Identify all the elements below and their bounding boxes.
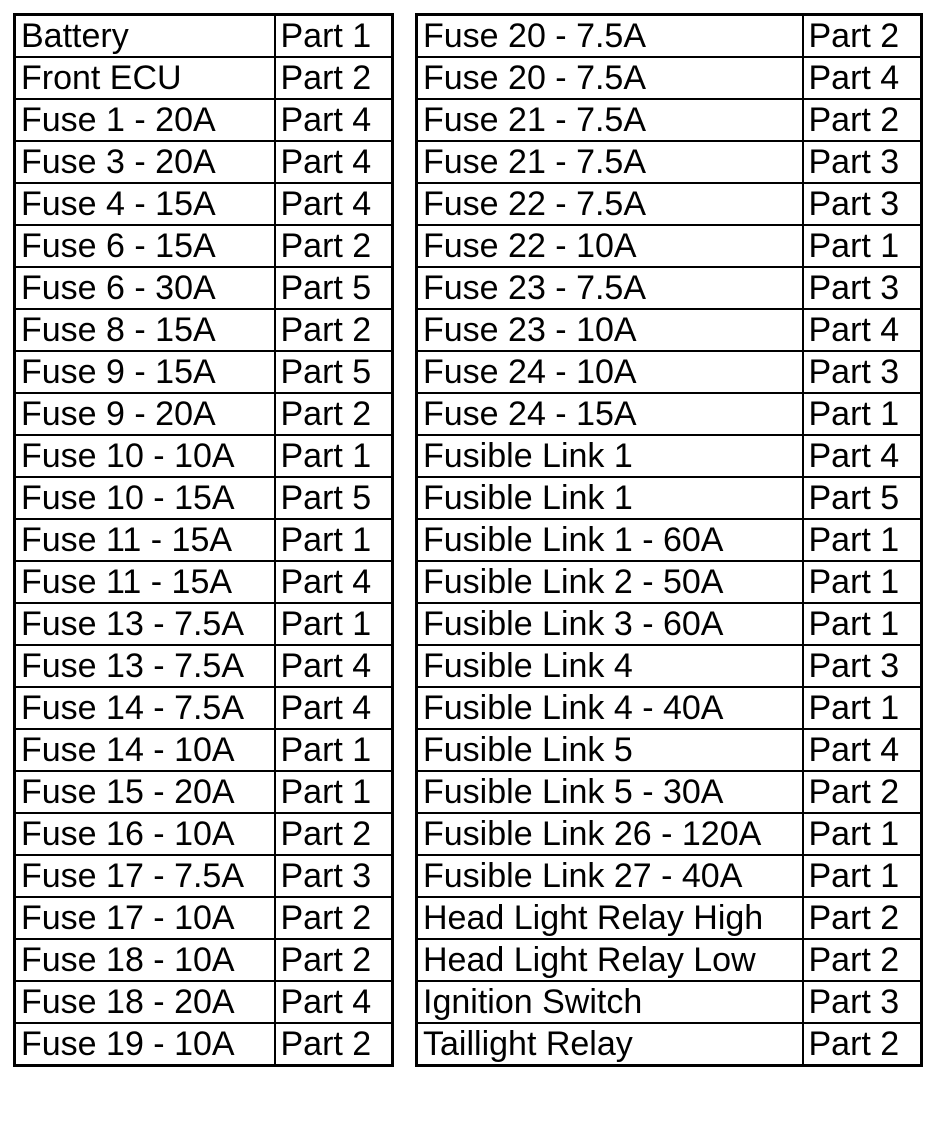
part-cell: Part 2 [275, 225, 393, 267]
table-row [15, 99, 393, 141]
component-cell: Fuse 21 - 7.5A [417, 99, 803, 141]
part-cell: Part 1 [803, 561, 922, 603]
part-cell: Part 4 [803, 729, 922, 771]
part-cell: Part 4 [275, 687, 393, 729]
component-cell: Fuse 16 - 10A [15, 813, 275, 855]
component-cell: Fuse 9 - 20A [15, 393, 275, 435]
table-row [15, 981, 393, 1023]
table-row [417, 267, 922, 309]
component-cell: Fuse 6 - 30A [15, 267, 275, 309]
part-cell: Part 2 [803, 939, 922, 981]
component-cell: Fuse 13 - 7.5A [15, 603, 275, 645]
component-cell: Fuse 18 - 20A [15, 981, 275, 1023]
part-cell: Part 2 [275, 897, 393, 939]
part-cell: Part 4 [275, 645, 393, 687]
component-cell: Battery [15, 15, 275, 58]
part-cell: Part 1 [803, 813, 922, 855]
component-cell: Fusible Link 4 - 40A [417, 687, 803, 729]
part-cell: Part 4 [275, 99, 393, 141]
part-cell: Part 2 [275, 57, 393, 99]
component-cell: Fuse 3 - 20A [15, 141, 275, 183]
component-cell: Fuse 22 - 10A [417, 225, 803, 267]
component-cell: Fusible Link 2 - 50A [417, 561, 803, 603]
part-cell: Part 2 [275, 939, 393, 981]
table-row [15, 603, 393, 645]
table-row [417, 15, 922, 58]
table-row [417, 477, 922, 519]
component-cell: Fusible Link 26 - 120A [417, 813, 803, 855]
table-row [15, 267, 393, 309]
right-table-body [417, 15, 922, 1066]
table-row [417, 435, 922, 477]
component-cell: Fuse 11 - 15A [15, 561, 275, 603]
part-cell: Part 3 [803, 645, 922, 687]
part-cell: Part 5 [275, 267, 393, 309]
component-cell: Fuse 23 - 10A [417, 309, 803, 351]
component-cell: Fuse 24 - 15A [417, 393, 803, 435]
table-row [417, 729, 922, 771]
table-row [15, 183, 393, 225]
table-row [417, 561, 922, 603]
component-cell: Fuse 10 - 10A [15, 435, 275, 477]
part-cell: Part 1 [275, 435, 393, 477]
table-row [15, 519, 393, 561]
part-cell: Part 1 [803, 225, 922, 267]
table-row [417, 771, 922, 813]
table-row [15, 1023, 393, 1066]
component-cell: Head Light Relay High [417, 897, 803, 939]
part-cell: Part 2 [803, 897, 922, 939]
table-row [15, 351, 393, 393]
table-row [15, 477, 393, 519]
table-row [15, 687, 393, 729]
table-row [15, 15, 393, 58]
table-row [417, 1023, 922, 1066]
component-cell: Fuse 8 - 15A [15, 309, 275, 351]
table-row [15, 645, 393, 687]
component-cell: Fuse 17 - 7.5A [15, 855, 275, 897]
table-row [417, 813, 922, 855]
table-row [417, 855, 922, 897]
part-cell: Part 3 [803, 183, 922, 225]
table-row [417, 141, 922, 183]
left-parts-table [13, 13, 394, 1067]
part-cell: Part 4 [803, 435, 922, 477]
part-cell: Part 2 [803, 99, 922, 141]
table-row [15, 771, 393, 813]
table-row [417, 57, 922, 99]
component-cell: Fuse 17 - 10A [15, 897, 275, 939]
part-cell: Part 4 [275, 561, 393, 603]
component-cell: Fuse 11 - 15A [15, 519, 275, 561]
table-row [417, 939, 922, 981]
part-cell: Part 5 [803, 477, 922, 519]
left-table-body [15, 15, 393, 1066]
part-cell: Part 5 [275, 477, 393, 519]
table-row [417, 981, 922, 1023]
table-row [15, 813, 393, 855]
component-cell: Fuse 20 - 7.5A [417, 57, 803, 99]
part-cell: Part 4 [275, 981, 393, 1023]
table-row [15, 141, 393, 183]
table-row [417, 603, 922, 645]
component-cell: Fuse 23 - 7.5A [417, 267, 803, 309]
part-cell: Part 2 [275, 309, 393, 351]
component-cell: Fuse 10 - 15A [15, 477, 275, 519]
component-cell: Fuse 24 - 10A [417, 351, 803, 393]
component-cell: Fuse 14 - 7.5A [15, 687, 275, 729]
part-cell: Part 1 [803, 855, 922, 897]
part-cell: Part 5 [275, 351, 393, 393]
table-row [417, 225, 922, 267]
part-cell: Part 1 [275, 771, 393, 813]
table-row [417, 393, 922, 435]
part-cell: Part 1 [803, 519, 922, 561]
component-cell: Fusible Link 1 [417, 435, 803, 477]
part-cell: Part 1 [275, 729, 393, 771]
table-row [417, 351, 922, 393]
part-cell: Part 2 [275, 1023, 393, 1066]
component-cell: Fuse 6 - 15A [15, 225, 275, 267]
part-cell: Part 3 [803, 267, 922, 309]
table-row [15, 855, 393, 897]
part-cell: Part 1 [803, 393, 922, 435]
part-cell: Part 1 [803, 603, 922, 645]
table-row [15, 393, 393, 435]
component-cell: Front ECU [15, 57, 275, 99]
part-cell: Part 2 [803, 1023, 922, 1066]
part-cell: Part 2 [275, 813, 393, 855]
component-cell: Fuse 21 - 7.5A [417, 141, 803, 183]
part-cell: Part 3 [275, 855, 393, 897]
part-cell: Part 3 [803, 141, 922, 183]
component-cell: Fusible Link 5 [417, 729, 803, 771]
part-cell: Part 1 [803, 687, 922, 729]
table-row [15, 729, 393, 771]
table-row [417, 687, 922, 729]
table-row [15, 57, 393, 99]
part-cell: Part 4 [803, 57, 922, 99]
component-cell: Fusible Link 4 [417, 645, 803, 687]
table-row [15, 225, 393, 267]
table-row [417, 519, 922, 561]
component-cell: Fuse 22 - 7.5A [417, 183, 803, 225]
component-cell: Fuse 4 - 15A [15, 183, 275, 225]
component-cell: Fusible Link 27 - 40A [417, 855, 803, 897]
table-row [417, 897, 922, 939]
component-cell: Taillight Relay [417, 1023, 803, 1066]
component-cell: Fuse 13 - 7.5A [15, 645, 275, 687]
table-row [15, 939, 393, 981]
table-row [417, 99, 922, 141]
table-row [15, 435, 393, 477]
part-cell: Part 2 [803, 15, 922, 58]
component-cell: Fuse 15 - 20A [15, 771, 275, 813]
part-cell: Part 2 [275, 393, 393, 435]
component-cell: Head Light Relay Low [417, 939, 803, 981]
part-cell: Part 2 [803, 771, 922, 813]
right-parts-table [415, 13, 923, 1067]
part-cell: Part 4 [275, 183, 393, 225]
component-cell: Fusible Link 3 - 60A [417, 603, 803, 645]
component-cell: Fuse 14 - 10A [15, 729, 275, 771]
component-cell: Fusible Link 1 [417, 477, 803, 519]
part-cell: Part 3 [803, 981, 922, 1023]
table-row [15, 309, 393, 351]
table-row [417, 645, 922, 687]
table-row [15, 897, 393, 939]
component-cell: Fusible Link 5 - 30A [417, 771, 803, 813]
table-row [15, 561, 393, 603]
part-cell: Part 1 [275, 519, 393, 561]
table-row [417, 183, 922, 225]
component-cell: Fuse 1 - 20A [15, 99, 275, 141]
table-row [417, 309, 922, 351]
component-cell: Fuse 19 - 10A [15, 1023, 275, 1066]
part-cell: Part 1 [275, 603, 393, 645]
part-cell: Part 4 [803, 309, 922, 351]
component-cell: Fuse 18 - 10A [15, 939, 275, 981]
part-cell: Part 3 [803, 351, 922, 393]
part-cell: Part 1 [275, 15, 393, 58]
component-cell: Fuse 20 - 7.5A [417, 15, 803, 58]
part-cell: Part 4 [275, 141, 393, 183]
component-cell: Fuse 9 - 15A [15, 351, 275, 393]
component-cell: Fusible Link 1 - 60A [417, 519, 803, 561]
component-cell: Ignition Switch [417, 981, 803, 1023]
